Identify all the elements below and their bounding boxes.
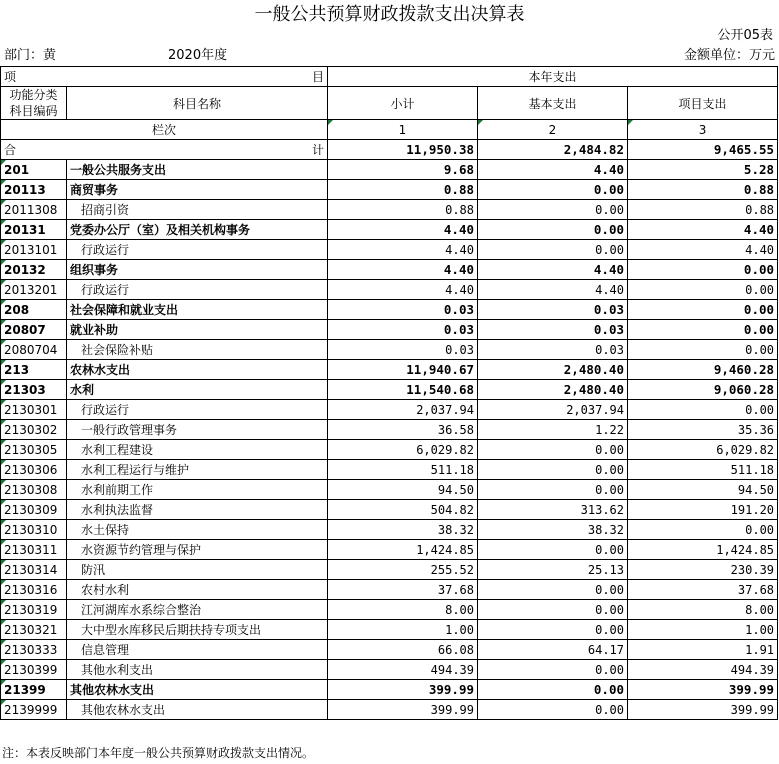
row-project: 8.00: [628, 600, 778, 620]
unit-label: 金额单位：万元: [683, 48, 775, 63]
row-name: 防汛: [67, 560, 328, 580]
row-subtotal: 255.52: [328, 560, 478, 580]
header-subtotal: 小计: [328, 87, 478, 120]
row-code: 2130399: [1, 660, 67, 680]
row-code: 2130319: [1, 600, 67, 620]
row-project: 494.39: [628, 660, 778, 680]
row-basic: 0.00: [478, 620, 628, 640]
row-project: 399.99: [628, 680, 778, 700]
row-project: 9,460.28: [628, 360, 778, 380]
row-basic: 0.00: [478, 240, 628, 260]
table-row: [1, 160, 778, 180]
row-basic: 2,037.94: [478, 400, 628, 420]
row-subtotal: 399.99: [328, 680, 478, 700]
row-name: 行政运行: [67, 240, 328, 260]
total-basic: 2,484.82: [478, 140, 628, 160]
row-name: 招商引资: [67, 200, 328, 220]
row-basic: 4.40: [478, 160, 628, 180]
row-basic: 2,480.40: [478, 360, 628, 380]
header-lanci: 栏次: [1, 120, 328, 140]
row-name: 水利工程建设: [67, 440, 328, 460]
row-project: 0.00: [628, 260, 778, 280]
row-project: 0.00: [628, 300, 778, 320]
row-basic: 0.00: [478, 220, 628, 240]
total-row: [1, 140, 778, 160]
col-index-2: 2: [478, 120, 628, 140]
form-number-row: [0, 26, 779, 46]
row-basic: 25.13: [478, 560, 628, 580]
table-row: [1, 580, 778, 600]
row-subtotal: 511.18: [328, 460, 478, 480]
col-index-1: 1: [328, 120, 478, 140]
table-row: [1, 700, 778, 720]
row-name: 行政运行: [67, 280, 328, 300]
row-code: 2130314: [1, 560, 67, 580]
row-subtotal: 94.50: [328, 480, 478, 500]
row-code: 2080704: [1, 340, 67, 360]
row-subtotal: 1.00: [328, 620, 478, 640]
table-row: [1, 460, 778, 480]
row-name: 组织事务: [67, 260, 328, 280]
row-basic: 0.00: [478, 540, 628, 560]
row-basic: 0.03: [478, 320, 628, 340]
row-code: 20131: [1, 220, 67, 240]
row-code: 2013201: [1, 280, 67, 300]
row-basic: 4.40: [478, 280, 628, 300]
header-item-cell: 项 目: [1, 67, 328, 87]
row-subtotal: 4.40: [328, 240, 478, 260]
footnote: 注：本表反映部门本年度一般公共预算财政拨款支出情况。: [2, 746, 315, 760]
table-row: [1, 420, 778, 440]
table-row: [1, 320, 778, 340]
table-row: [1, 440, 778, 460]
row-basic: 0.00: [478, 600, 628, 620]
row-code: 2139999: [1, 700, 67, 720]
row-name: 水利执法监督: [67, 500, 328, 520]
row-code: 201: [1, 160, 67, 180]
row-code: 21399: [1, 680, 67, 700]
row-code: 208: [1, 300, 67, 320]
table-row: [1, 620, 778, 640]
row-project: 511.18: [628, 460, 778, 480]
row-code: 2011308: [1, 200, 67, 220]
row-project: 4.40: [628, 220, 778, 240]
row-basic: 0.00: [478, 200, 628, 220]
row-subtotal: 0.03: [328, 300, 478, 320]
row-code: 20807: [1, 320, 67, 340]
table-row: [1, 520, 778, 540]
table-row: [1, 560, 778, 580]
row-code: 2130301: [1, 400, 67, 420]
row-name: 社会保障和就业支出: [67, 300, 328, 320]
row-basic: 0.00: [478, 460, 628, 480]
row-basic: 38.32: [478, 520, 628, 540]
table-row: [1, 600, 778, 620]
row-project: 5.28: [628, 160, 778, 180]
row-name: 水资源节约管理与保护: [67, 540, 328, 560]
table-row: [1, 300, 778, 320]
row-subtotal: 494.39: [328, 660, 478, 680]
row-name: 社会保险补贴: [67, 340, 328, 360]
table-row: [1, 400, 778, 420]
table-row: [1, 240, 778, 260]
row-basic: 2,480.40: [478, 380, 628, 400]
row-basic: 0.03: [478, 340, 628, 360]
row-name: 其他农林水支出: [67, 700, 328, 720]
row-name: 信息管理: [67, 640, 328, 660]
row-project: 1.00: [628, 620, 778, 640]
row-project: 37.68: [628, 580, 778, 600]
row-basic: 0.00: [478, 680, 628, 700]
row-subtotal: 0.88: [328, 180, 478, 200]
row-basic: 0.00: [478, 180, 628, 200]
row-basic: 0.00: [478, 480, 628, 500]
row-name: 一般公共服务支出: [67, 160, 328, 180]
table-row: [1, 640, 778, 660]
row-subtotal: 4.40: [328, 280, 478, 300]
table-row: [1, 220, 778, 240]
row-name: 其他水利支出: [67, 660, 328, 680]
row-project: 9,060.28: [628, 380, 778, 400]
header-row-1: [1, 67, 778, 87]
row-basic: 0.03: [478, 300, 628, 320]
row-subtotal: 0.03: [328, 340, 478, 360]
row-project: 94.50: [628, 480, 778, 500]
table-row: [1, 260, 778, 280]
header-basic: 基本支出: [478, 87, 628, 120]
row-subtotal: 0.03: [328, 320, 478, 340]
row-subtotal: 6,029.82: [328, 440, 478, 460]
row-name: 党委办公厅（室）及相关机构事务: [67, 220, 328, 240]
table-row: [1, 540, 778, 560]
row-basic: 1.22: [478, 420, 628, 440]
row-subtotal: 66.08: [328, 640, 478, 660]
row-project: 35.36: [628, 420, 778, 440]
row-code: 2130309: [1, 500, 67, 520]
table-row: [1, 480, 778, 500]
row-project: 1,424.85: [628, 540, 778, 560]
department-label: 部门：黄: [4, 48, 57, 63]
row-name: 江河湖库水系综合整治: [67, 600, 328, 620]
table-row: [1, 680, 778, 700]
row-basic: 0.00: [478, 660, 628, 680]
table-row: [1, 500, 778, 520]
header-row-2: [1, 87, 778, 120]
row-name: 大中型水库移民后期扶持专项支出: [67, 620, 328, 640]
row-code: 213: [1, 360, 67, 380]
row-name: 商贸事务: [67, 180, 328, 200]
row-subtotal: 504.82: [328, 500, 478, 520]
row-subtotal: 1,424.85: [328, 540, 478, 560]
row-code: 2130316: [1, 580, 67, 600]
page-title: 一般公共预算财政拨款支出决算表: [254, 4, 525, 25]
row-code: 2130310: [1, 520, 67, 540]
form-number: 公开05表: [717, 28, 773, 43]
row-subtotal: 399.99: [328, 700, 478, 720]
total-subtotal: 11,950.38: [328, 140, 478, 160]
row-code: 2130311: [1, 540, 67, 560]
table-row: [1, 180, 778, 200]
row-basic: 0.00: [478, 440, 628, 460]
row-project: 6,029.82: [628, 440, 778, 460]
row-project: 0.88: [628, 200, 778, 220]
row-project: 0.00: [628, 340, 778, 360]
row-subtotal: 4.40: [328, 220, 478, 240]
row-subtotal: 0.88: [328, 200, 478, 220]
row-project: 0.00: [628, 320, 778, 340]
row-name: 就业补助: [67, 320, 328, 340]
row-name: 农村水利: [67, 580, 328, 600]
row-name: 水土保持: [67, 520, 328, 540]
row-project: 399.99: [628, 700, 778, 720]
row-name: 其他农林水支出: [67, 680, 328, 700]
header-row-3: [1, 120, 778, 140]
row-name: 一般行政管理事务: [67, 420, 328, 440]
header-project: 项目支出: [628, 87, 778, 120]
col-index-3: 3: [628, 120, 778, 140]
row-project: 0.00: [628, 520, 778, 540]
row-project: 0.00: [628, 400, 778, 420]
row-subtotal: 37.68: [328, 580, 478, 600]
table-row: [1, 360, 778, 380]
header-current-year: 本年支出: [328, 67, 778, 87]
table-row: [1, 380, 778, 400]
row-name: 行政运行: [67, 400, 328, 420]
row-basic: 0.00: [478, 580, 628, 600]
total-label: 合 计: [1, 140, 328, 160]
row-subtotal: 36.58: [328, 420, 478, 440]
row-project: 0.00: [628, 280, 778, 300]
row-subtotal: 11,540.68: [328, 380, 478, 400]
row-project: 1.91: [628, 640, 778, 660]
row-subtotal: 11,940.67: [328, 360, 478, 380]
year-label: 2020年度: [168, 48, 228, 63]
header-code: 功能分类 科目编码: [1, 87, 67, 120]
row-basic: 313.62: [478, 500, 628, 520]
row-code: 2130308: [1, 480, 67, 500]
row-subtotal: 4.40: [328, 260, 478, 280]
row-code: 2130321: [1, 620, 67, 640]
table-row: [1, 280, 778, 300]
row-basic: 64.17: [478, 640, 628, 660]
row-subtotal: 38.32: [328, 520, 478, 540]
row-code: 20113: [1, 180, 67, 200]
row-name: 水利前期工作: [67, 480, 328, 500]
row-subtotal: 9.68: [328, 160, 478, 180]
row-code: 2130306: [1, 460, 67, 480]
total-project: 9,465.55: [628, 140, 778, 160]
row-project: 191.20: [628, 500, 778, 520]
row-subtotal: 2,037.94: [328, 400, 478, 420]
row-code: 2130305: [1, 440, 67, 460]
row-code: 20132: [1, 260, 67, 280]
row-name: 水利: [67, 380, 328, 400]
table-row: [1, 340, 778, 360]
row-project: 230.39: [628, 560, 778, 580]
row-name: 农林水支出: [67, 360, 328, 380]
row-code: 2013101: [1, 240, 67, 260]
row-code: 2130333: [1, 640, 67, 660]
table-row: [1, 660, 778, 680]
meta-row: [0, 46, 779, 66]
row-name: 水利工程运行与维护: [67, 460, 328, 480]
row-project: 4.40: [628, 240, 778, 260]
table-row: [1, 200, 778, 220]
row-project: 0.88: [628, 180, 778, 200]
row-basic: 4.40: [478, 260, 628, 280]
row-code: 21303: [1, 380, 67, 400]
expenditure-table: [0, 66, 778, 720]
row-code: 2130302: [1, 420, 67, 440]
row-basic: 0.00: [478, 700, 628, 720]
row-subtotal: 8.00: [328, 600, 478, 620]
header-name: 科目名称: [67, 87, 328, 120]
